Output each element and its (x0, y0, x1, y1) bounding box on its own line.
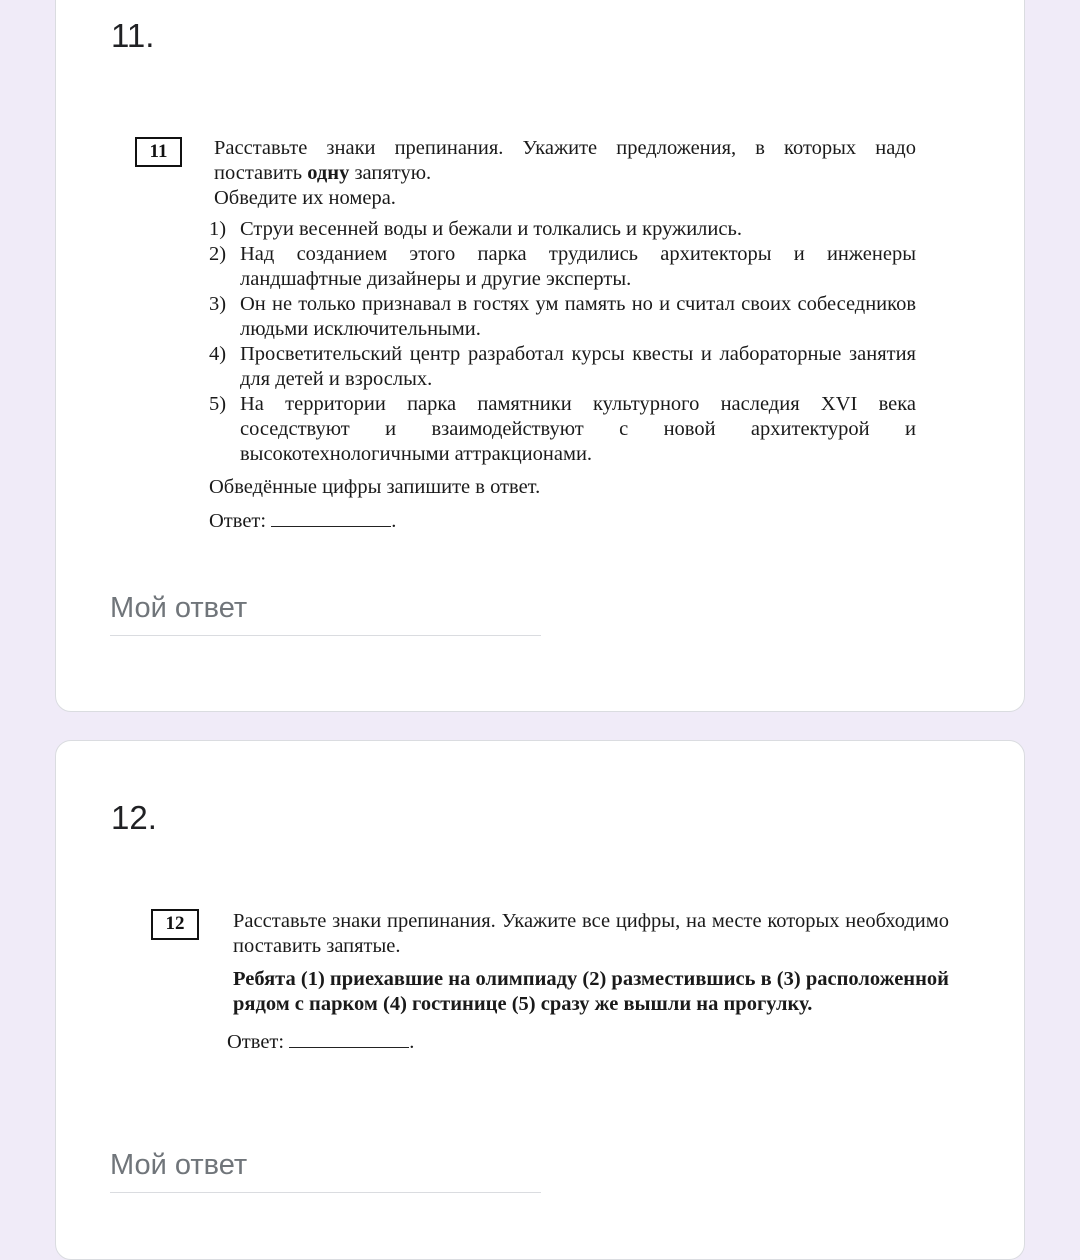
answer-input[interactable] (110, 592, 541, 636)
task-instruction: Расставьте знаки препинания. Укажите все цифры, на месте которых необходимо поставить запятые. (233, 910, 949, 957)
task-instruction-line-2: поставить одну запятую. (214, 162, 432, 184)
task-footer: Обведённые цифры запишите в ответ. (209, 476, 541, 498)
list-item: 1) Струи весенней воды и бежали и толкались и кружились. (209, 218, 742, 240)
task-sentence: Ребята (1) приехавшие на олимпиаду (2) разместившись в (3) расположенной рядом с парком (4) гостинице (5) сразу же вышли на прогулку. (233, 968, 949, 1015)
answer-line: Ответ: . (227, 1031, 415, 1053)
task-11-image (214, 136, 916, 211)
task-number-box: 11 (135, 137, 182, 167)
answer-blank (271, 508, 391, 527)
task-11-items (209, 217, 916, 534)
emphasis-word: одну (307, 162, 350, 184)
task-12-image (227, 909, 949, 1055)
question-card-11 (55, 0, 1025, 712)
list-item: 3) Он не только признавал в гостях ум память но и считал своих собеседников людьми исключительными. (209, 293, 916, 340)
question-number: 11. (111, 17, 155, 54)
question-card-12 (55, 740, 1025, 1260)
task-instruction-line-1: Расставьте знаки препинания. Укажите предложения, в которых надо (214, 137, 916, 159)
answer-blank (289, 1029, 409, 1048)
answer-area (110, 1149, 541, 1193)
answer-input[interactable] (110, 1149, 541, 1193)
list-item: 4) Просветительский центр разработал курсы квесты и лабораторные занятия для детей и взрослых. (209, 343, 916, 390)
answer-line: Ответ: . (209, 510, 397, 532)
list-item: 5) На территории парка памятники культурного наследия XVI века соседствуют и взаимодействуют с новой архитектурой и высокотехнологичными аттракционами. (209, 393, 916, 465)
list-item: 2) Над созданием этого парка трудились архитекторы и инженеры ландшафтные дизайнеры и другие эксперты. (209, 243, 916, 290)
question-number: 12. (111, 799, 157, 836)
answer-area (110, 592, 541, 636)
task-instruction-line-3: Обведите их номера. (214, 187, 396, 209)
task-number-box: 12 (151, 909, 199, 940)
